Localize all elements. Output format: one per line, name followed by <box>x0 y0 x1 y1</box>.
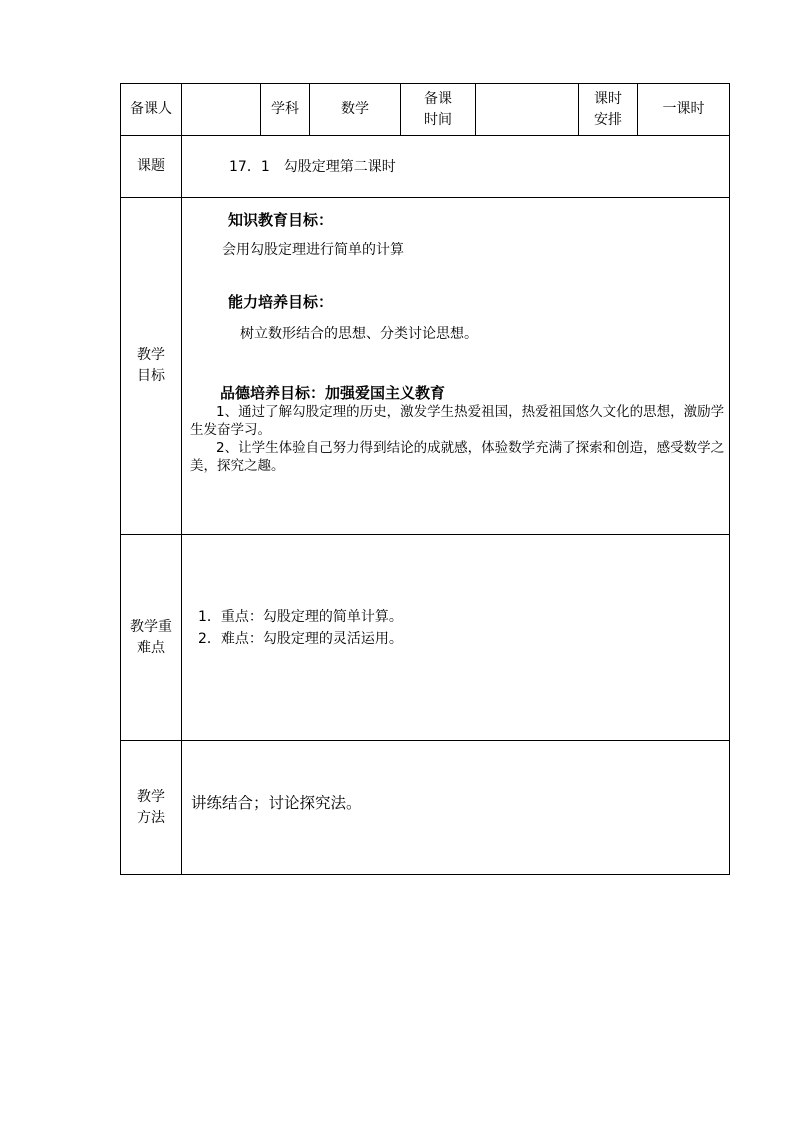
schedule-value: 一课时 <box>662 101 705 117</box>
topic-value: 17．1 勾股定理第二课时 <box>229 159 396 175</box>
method-label: 教学方法 <box>137 788 165 826</box>
key-point-1: 1．重点：勾股定理的简单计算。 <box>198 609 403 625</box>
moral-point-2: 2、让学生体验自己努力得到结论的成就感，体验数学充满了探索和创造，感受数学之美，探究之趣。 <box>190 440 725 474</box>
key-point-2: 2．难点：勾股定理的灵活运用。 <box>198 631 403 647</box>
prep-time-value-cell <box>475 83 579 136</box>
ability-text: 树立数形结合的思想、分类讨论思想。 <box>240 326 478 342</box>
moral-heading: 品德培养目标：加强爱国主义教育 <box>220 384 446 402</box>
objectives-label-cell <box>120 197 182 535</box>
subject-value-cell <box>309 83 401 136</box>
preparer-value-cell <box>181 83 261 136</box>
method-label-cell <box>120 740 182 875</box>
preparer-label-cell <box>120 83 182 136</box>
schedule-value-cell <box>637 83 730 136</box>
knowledge-heading: 知识教育目标： <box>228 211 334 229</box>
key-points-label: 教学重难点 <box>130 618 172 656</box>
objectives-content-cell <box>181 197 730 535</box>
method-value: 讲练结合；讨论探究法。 <box>191 794 362 812</box>
objectives-label: 教学目标 <box>137 347 165 384</box>
preparer-label: 备课人 <box>130 101 172 117</box>
topic-value-cell <box>181 135 730 198</box>
key-points-label-cell <box>120 534 182 741</box>
subject-label-cell <box>260 83 310 136</box>
subject-value: 数学 <box>341 101 369 117</box>
knowledge-text: 会用勾股定理进行简单的计算 <box>222 242 404 258</box>
prep-time-label: 备课时间 <box>424 90 452 128</box>
method-content-cell <box>181 740 730 875</box>
subject-label: 学科 <box>271 101 299 117</box>
key-points-content-cell <box>181 534 730 741</box>
topic-label-cell <box>120 135 182 198</box>
moral-point-1: 1、通过了解勾股定理的历史，激发学生热爱祖国，热爱祖国悠久文化的思想，激励学生发奋学习。 <box>190 404 725 438</box>
topic-label: 课题 <box>137 158 165 174</box>
prep-time-label-cell <box>400 83 476 136</box>
ability-heading: 能力培养目标： <box>228 293 334 311</box>
schedule-label: 课时安排 <box>594 90 622 128</box>
schedule-label-cell <box>578 83 638 136</box>
